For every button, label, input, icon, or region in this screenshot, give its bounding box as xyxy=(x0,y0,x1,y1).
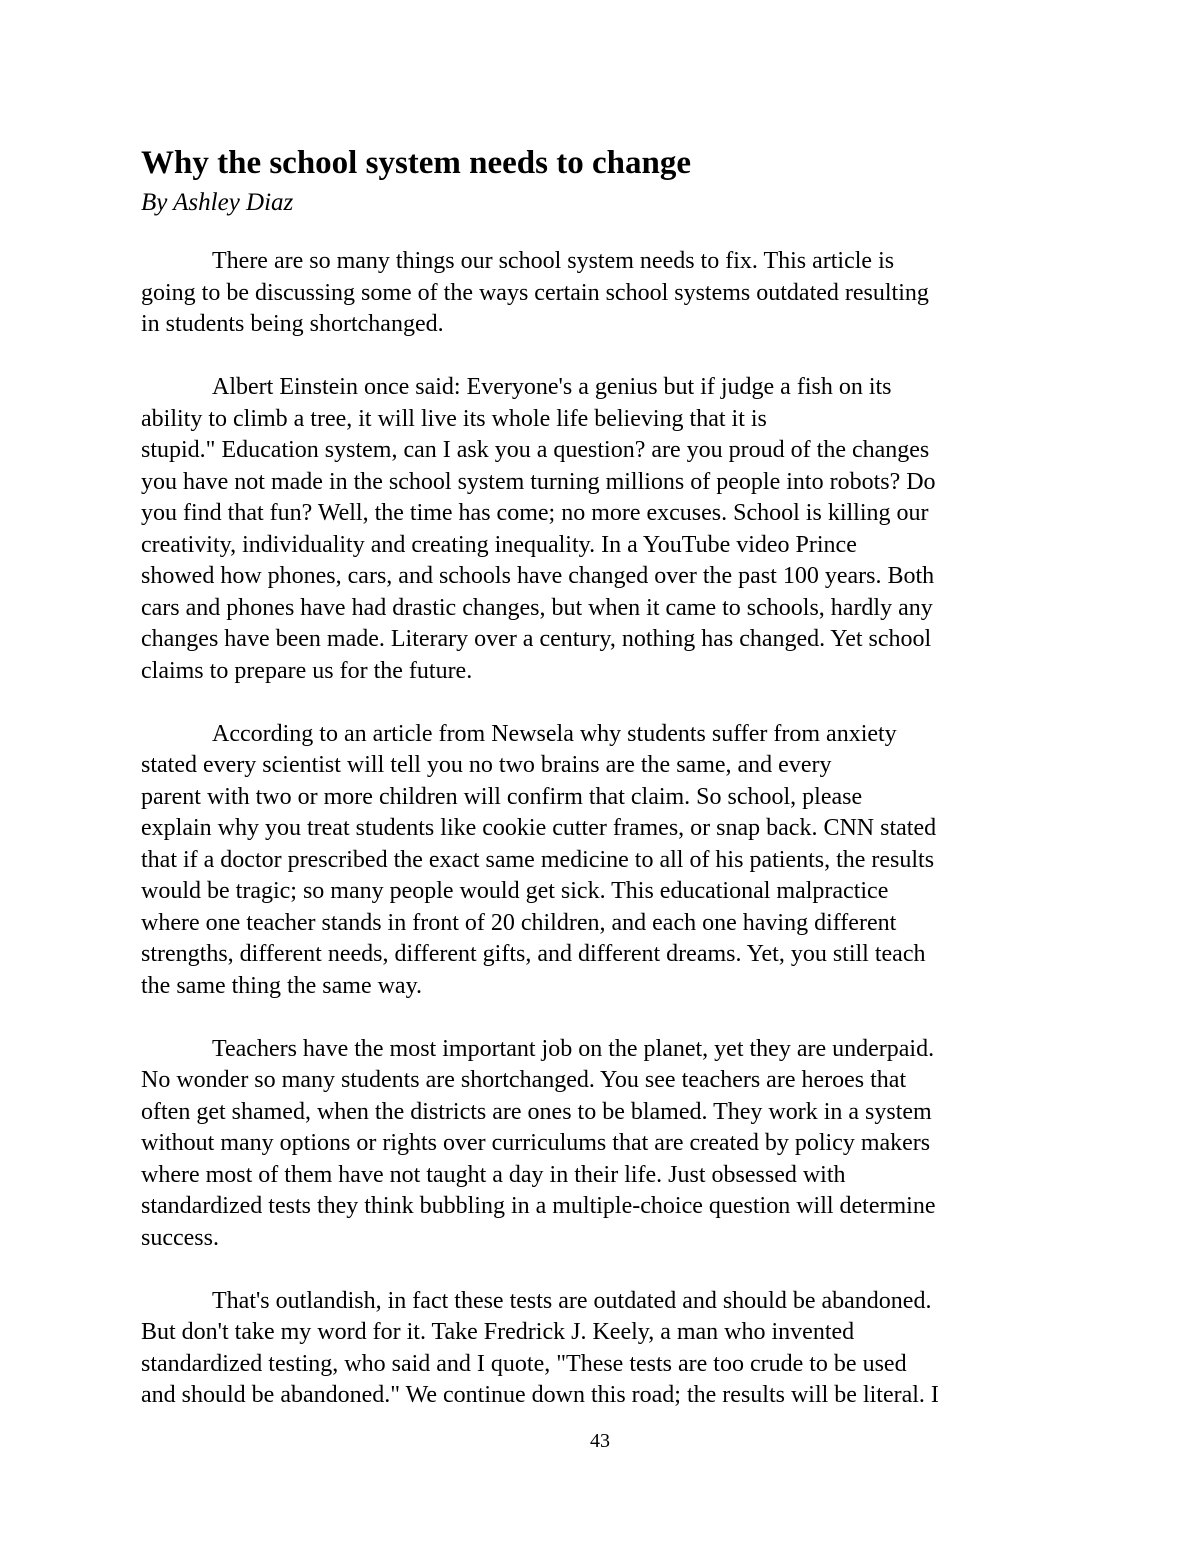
paragraph-line: Teachers have the most important job on the planet, yet they are underpaid. xyxy=(212,1035,935,1062)
paragraph-line: claims to prepare us for the future. xyxy=(141,657,473,684)
paragraph-line: would be tragic; so many people would get sick. This educational malpractice xyxy=(141,878,889,904)
paragraph-line: you have not made in the school system turning millions of people into robots? Do xyxy=(141,468,936,495)
paragraph-line: and should be abandoned." We continue down this road; the results will be literal. I xyxy=(141,1382,939,1408)
paragraph-line: the same thing the same way. xyxy=(141,972,423,999)
paragraph-line: success. xyxy=(141,1224,219,1251)
paragraph-line: going to be discussing some of the ways certain school systems outdated resulting xyxy=(141,279,929,306)
article-paragraph xyxy=(141,719,1081,1003)
paragraph-line: creativity, individuality and creating inequality. In a YouTube video Prince xyxy=(141,531,857,558)
paragraph-line: in students being shortchanged. xyxy=(141,311,444,337)
article-paragraph xyxy=(141,246,1081,341)
paragraph-line: strengths, different needs, different gifts, and different dreams. Yet, you still teach xyxy=(141,941,926,967)
paragraph-line: where most of them have not taught a day in their life. Just obsessed with xyxy=(141,1161,846,1188)
paragraph-line: But don't take my word for it. Take Fredrick J. Keely, a man who invented xyxy=(141,1319,855,1345)
paragraph-line: There are so many things our school system needs to fix. This article is xyxy=(212,248,895,274)
paragraph-line: changes have been made. Literary over a century, nothing has changed. Yet school xyxy=(141,626,932,652)
paragraph-line: stated every scientist will tell you no two brains are the same, and every xyxy=(141,752,832,778)
article-paragraph xyxy=(141,1034,1081,1255)
paragraph-line: parent with two or more children will confirm that claim. So school, please xyxy=(141,783,863,810)
article-body xyxy=(141,246,1081,1443)
paragraph-line: where one teacher stands in front of 20 children, and each one having different xyxy=(141,909,897,936)
paragraph-line: standardized tests they think bubbling in a multiple-choice question will determine xyxy=(141,1193,936,1219)
paragraph-line: without many options or rights over curriculums that are created by policy makers xyxy=(141,1130,931,1156)
article-byline: By Ashley Diaz xyxy=(141,189,294,216)
paragraph-line: According to an article from Newsela why students suffer from anxiety xyxy=(212,720,897,747)
paragraph-line: explain why you treat students like cookie cutter frames, or snap back. CNN stated xyxy=(141,815,937,841)
paragraph-line: standardized testing, who said and I quote, "These tests are too crude to be used xyxy=(141,1350,907,1377)
paragraph-line: No wonder so many students are shortchanged. You see teachers are heroes that xyxy=(141,1067,907,1093)
paragraph-line: that if a doctor prescribed the exact same medicine to all of his patients, the results xyxy=(141,846,935,873)
paragraph-line: you find that fun? Well, the time has come; no more excuses. School is killing our xyxy=(141,500,929,526)
paragraph-line: cars and phones have had drastic changes, but when it came to schools, hardly any xyxy=(141,594,933,621)
paragraph-line: That's outlandish, in fact these tests are outdated and should be abandoned. xyxy=(212,1287,932,1314)
paragraph-line: ability to climb a tree, it will live its whole life believing that it is xyxy=(141,405,767,432)
paragraph-line: often get shamed, when the districts are ones to be blamed. They work in a system xyxy=(141,1098,932,1125)
article-title: Why the school system needs to change xyxy=(141,145,691,181)
paragraph-line: showed how phones, cars, and schools have changed over the past 100 years. Both xyxy=(141,563,935,589)
article-paragraph xyxy=(141,1286,1081,1412)
page-number: 43 xyxy=(590,1430,610,1452)
paragraph-line: Albert Einstein once said: Everyone's a genius but if judge a fish on its xyxy=(212,374,892,400)
article-paragraph xyxy=(141,372,1081,687)
paragraph-line: stupid." Education system, can I ask you a question? are you proud of the changes xyxy=(141,437,930,463)
